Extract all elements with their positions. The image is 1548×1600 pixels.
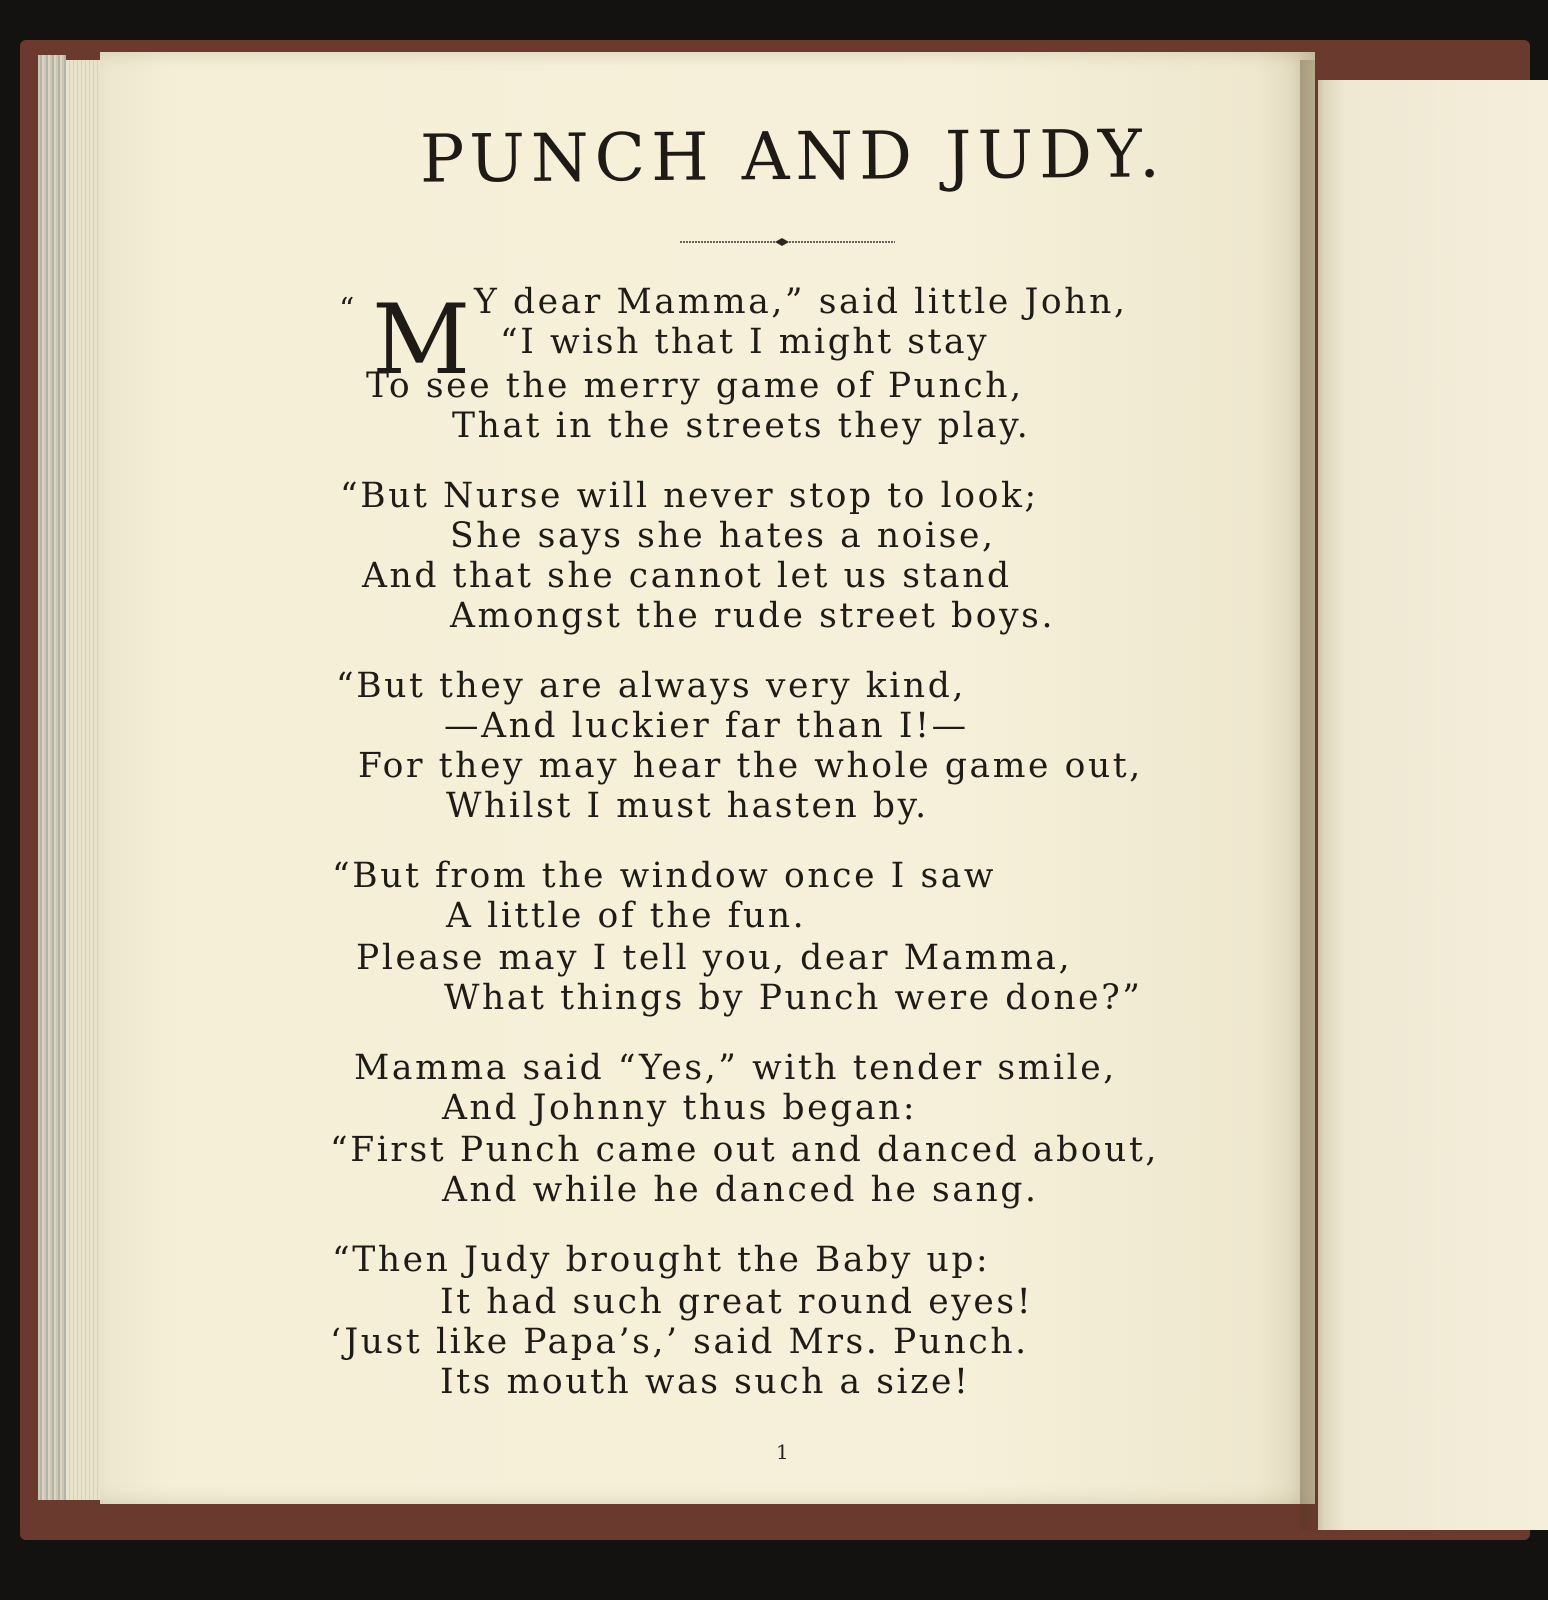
- poem-line: —And luckier far than I!—: [444, 706, 969, 746]
- poem-line: ‘Just like Papa’s,’ said Mrs. Punch.: [330, 1322, 1029, 1362]
- poem-line: “First Punch came out and danced about,: [330, 1130, 1159, 1170]
- poem-line: “I wish that I might stay: [500, 322, 990, 362]
- poem-line: For they may hear the whole game out,: [358, 746, 1143, 786]
- poem-line: And that she cannot let us stand: [362, 556, 1012, 596]
- poem-line: Mamma said “Yes,” with tender smile,: [354, 1048, 1117, 1088]
- poem-line: “But Nurse will never stop to look;: [340, 476, 1039, 516]
- poem-line: It had such great round eyes!: [440, 1282, 1034, 1322]
- poem-line: And Johnny thus began:: [442, 1088, 918, 1128]
- poem-line: To see the merry game of Punch,: [366, 366, 1024, 406]
- poem-line: “Then Judy brought the Baby up:: [332, 1240, 991, 1280]
- poem-line: “But from the window once I saw: [332, 856, 997, 896]
- page-title: PUNCH AND JUDY.: [419, 115, 1167, 198]
- poem-line: Amongst the rude street boys.: [450, 596, 1056, 636]
- poem-line: Its mouth was such a size!: [440, 1362, 971, 1402]
- poem-line: That in the streets they play.: [452, 406, 1031, 446]
- poem-line: Y dear Mamma,” said little John,: [474, 282, 1128, 322]
- poem-line: Whilst I must hasten by.: [446, 786, 929, 826]
- poem-line: Please may I tell you, dear Mamma,: [356, 938, 1073, 978]
- poem-line: A little of the fun.: [446, 896, 807, 936]
- poem-line: And while he danced he sang.: [442, 1170, 1039, 1210]
- poem-line: She says she hates a noise,: [450, 516, 996, 556]
- poem-line: “But they are always very kind,: [336, 666, 966, 706]
- drop-cap: M: [372, 284, 473, 396]
- poem-line: What things by Punch were done?”: [444, 978, 1143, 1018]
- opening-quote: “: [339, 292, 357, 327]
- page-number: 1: [776, 1440, 789, 1464]
